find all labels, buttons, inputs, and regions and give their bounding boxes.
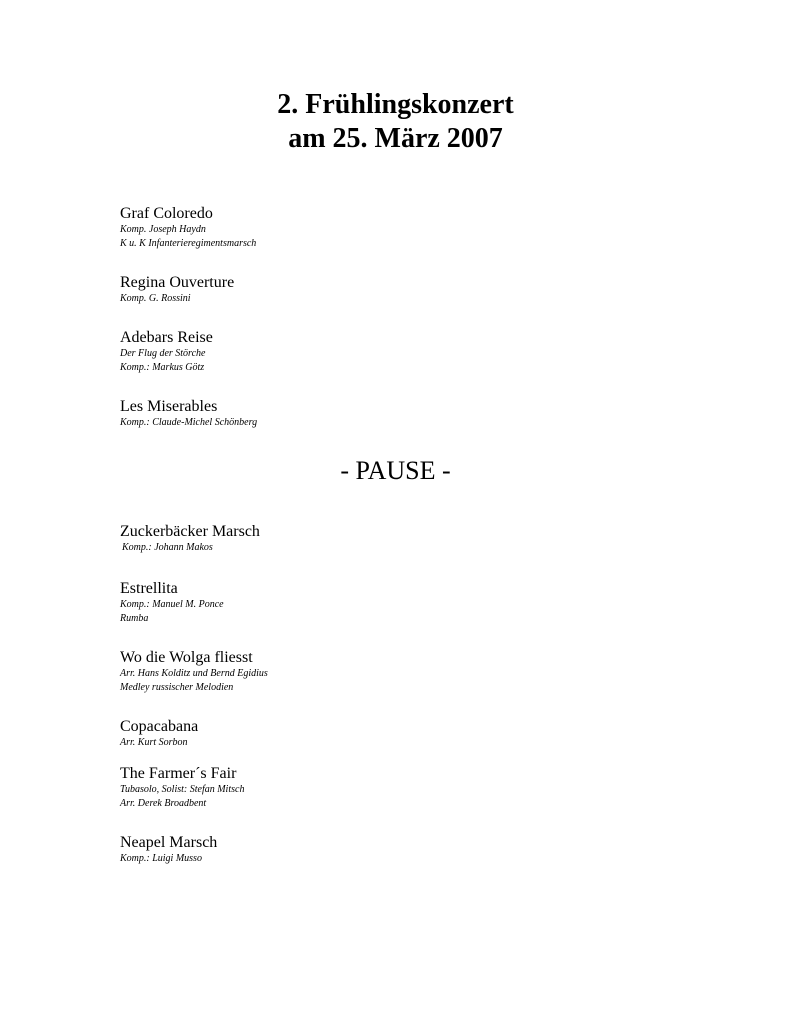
piece-title: Zuckerbäcker Marsch [120,523,260,540]
piece-detail: Arr. Hans Kolditz und Bernd Egidius [120,668,268,679]
program-item-regina-ouverture [120,273,720,306]
piece-detail: Komp. G. Rossini [120,293,191,304]
piece-detail: Komp.: Claude-Michel Schönberg [120,417,258,428]
pause-heading: - PAUSE - [340,456,451,485]
program-item-wo-die-wolga-fliesst [120,648,720,695]
program-item-adebars-reise [120,328,720,375]
piece-title: Adebars Reise [120,329,213,346]
piece-title: Estrellita [120,580,178,597]
piece-detail: K u. K Infanterieregimentsmarsch [120,238,257,249]
program-item-neapel-marsch [120,833,720,866]
piece-detail: Tubasolo, Solist: Stefan Mitsch [120,784,245,795]
concert-title [0,88,791,156]
piece-detail: Komp.: Manuel M. Ponce [120,599,224,610]
piece-title: Regina Ouverture [120,274,235,291]
program-item-graf-coloredo [120,204,720,251]
piece-title: Wo die Wolga fliesst [120,649,253,666]
piece-title: The Farmer´s Fair [120,765,237,782]
piece-detail: Der Flug der Störche [120,348,206,359]
piece-title: Copacabana [120,718,199,735]
piece-detail: Komp.: Johann Makos [122,542,213,553]
piece-title: Les Miserables [120,398,218,415]
piece-title: Neapel Marsch [120,834,218,851]
program-item-copacabana [120,717,720,750]
piece-detail: Rumba [120,613,149,624]
concert-title-line2: am 25. März 2007 [288,123,503,154]
piece-title: Graf Coloredo [120,205,213,222]
piece-detail: Medley russischer Melodien [120,682,234,693]
program-item-les-miserables [120,397,720,430]
piece-detail: Komp.: Luigi Musso [120,853,202,864]
program-item-estrellita [120,579,720,626]
program-item-the-farmers-fair [120,764,720,811]
piece-detail: Komp. Joseph Haydn [120,224,206,235]
piece-detail: Komp.: Markus Götz [120,362,205,373]
concert-title-line1: 2. Frühlingskonzert [277,89,514,120]
piece-detail: Arr. Derek Broadbent [120,798,207,809]
program-item-zuckerbaecker-marsch [120,522,720,555]
piece-detail: Arr. Kurt Sorbon [120,737,188,748]
